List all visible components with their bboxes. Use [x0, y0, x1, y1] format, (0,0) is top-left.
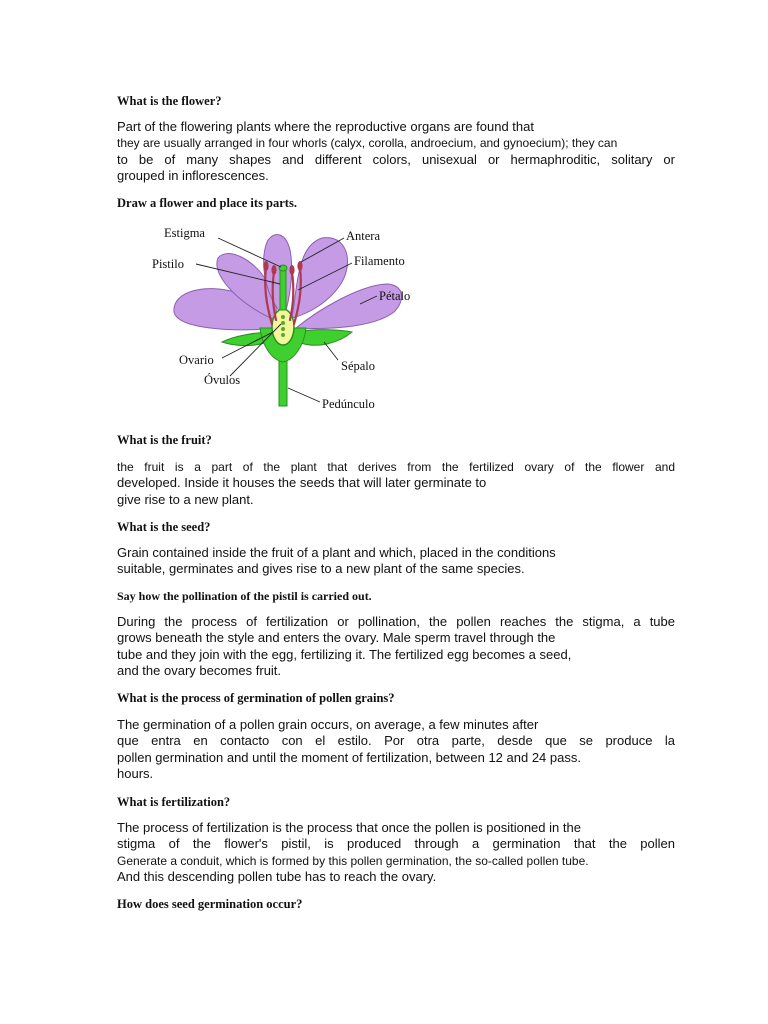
label-filamento: Filamento: [354, 254, 405, 268]
answer-line: and the ovary becomes fruit.: [117, 663, 282, 679]
anther: [289, 265, 294, 275]
answer-line: The germination of a pollen grain occurs, on average, a few minutes after: [117, 717, 539, 732]
flower-diagram-svg: [148, 220, 434, 420]
label-pedunculo: Pedúnculo: [322, 397, 375, 411]
answer-line: suitable, germinates and gives rise to a new plant of the same species.: [117, 561, 525, 577]
anther: [263, 261, 268, 271]
question-pollen-germination: What is the process of germination of pollen grains?: [117, 691, 395, 705]
answer-line: they are usually arranged in four whorls (calyx, corolla, androecium, and gynoecium); they can: [117, 136, 618, 151]
label-antera: Antera: [346, 229, 381, 243]
ovule: [281, 327, 285, 331]
label-ovario: Ovario: [179, 353, 214, 367]
answer-line: And this descending pollen tube has to reach the ovary.: [117, 869, 437, 885]
label-estigma: Estigma: [164, 226, 205, 240]
answer-line: grouped in inflorescences.: [117, 168, 269, 184]
answer-fertilization: [117, 820, 675, 886]
stigma: [279, 265, 287, 271]
label-pistilo: Pistilo: [152, 257, 184, 271]
flower-diagram: [148, 220, 434, 420]
answer-line: hours.: [117, 766, 154, 782]
answer-line: Grain contained inside the fruit of a plant and which, placed in the conditions: [117, 545, 556, 560]
answer-seed: [117, 545, 675, 578]
answer-line: During the process of fertilization or pollination, the pollen reaches the stigma, a tube: [117, 614, 675, 629]
answer-line: grows beneath the style and enters the ovary. Male sperm travel through the: [117, 630, 556, 646]
question-seed-germination: How does seed germination occur?: [117, 897, 303, 911]
answer-line: to be of many shapes and different colors, unisexual or hermaphroditic, solitary or: [117, 151, 675, 167]
answer-line: tube and they join with the egg, fertilizing it. The fertilized egg becomes a seed,: [117, 646, 572, 662]
answer-line: Part of the flowering plants where the reproductive organs are found that: [117, 119, 534, 134]
question-seed: What is the seed?: [117, 520, 211, 534]
ovule: [281, 333, 285, 337]
ovule: [281, 321, 285, 325]
answer-line: pollen germination and until the moment of fertilization, between 12 and 24 pass.: [117, 749, 581, 765]
answer-line: The process of fertilization is the process that once the pollen is positioned in the: [117, 820, 581, 835]
question-pollination: Say how the pollination of the pistil is carried out.: [117, 589, 372, 603]
anther: [271, 265, 276, 275]
question-flower: What is the flower?: [117, 94, 222, 108]
label-ovulos: Óvulos: [204, 373, 241, 387]
ovule: [281, 315, 285, 319]
answer-fruit: [117, 459, 675, 508]
style: [280, 268, 286, 310]
answer-line: developed. Inside it houses the seeds that will later germinate to: [117, 475, 487, 491]
label-petalo: Pétalo: [379, 289, 411, 303]
answer-line: que entra en contacto con el estilo. Por otra parte, desde que se produce la: [117, 733, 675, 749]
answer-line: stigma of the flower's pistil, is produced through a germination that the pollen: [117, 836, 675, 852]
peduncle-stem: [279, 358, 287, 406]
answer-pollination: [117, 614, 675, 680]
answer-line: give rise to a new plant.: [117, 491, 254, 507]
answer-flower: [117, 119, 675, 185]
question-fertilization: What is fertilization?: [117, 795, 231, 809]
answer-pollen-germination: [117, 717, 675, 783]
question-fruit: What is the fruit?: [117, 433, 212, 447]
label-sepalo: Sépalo: [341, 359, 376, 373]
question-draw-flower: Draw a flower and place its parts.: [117, 196, 297, 210]
answer-line: the fruit is a part of the plant that derives from the fertilized ovary of the flower and: [117, 460, 675, 474]
anther: [297, 261, 302, 271]
answer-line: Generate a conduit, which is formed by this pollen germination, the so-called pollen tube.: [117, 853, 589, 868]
